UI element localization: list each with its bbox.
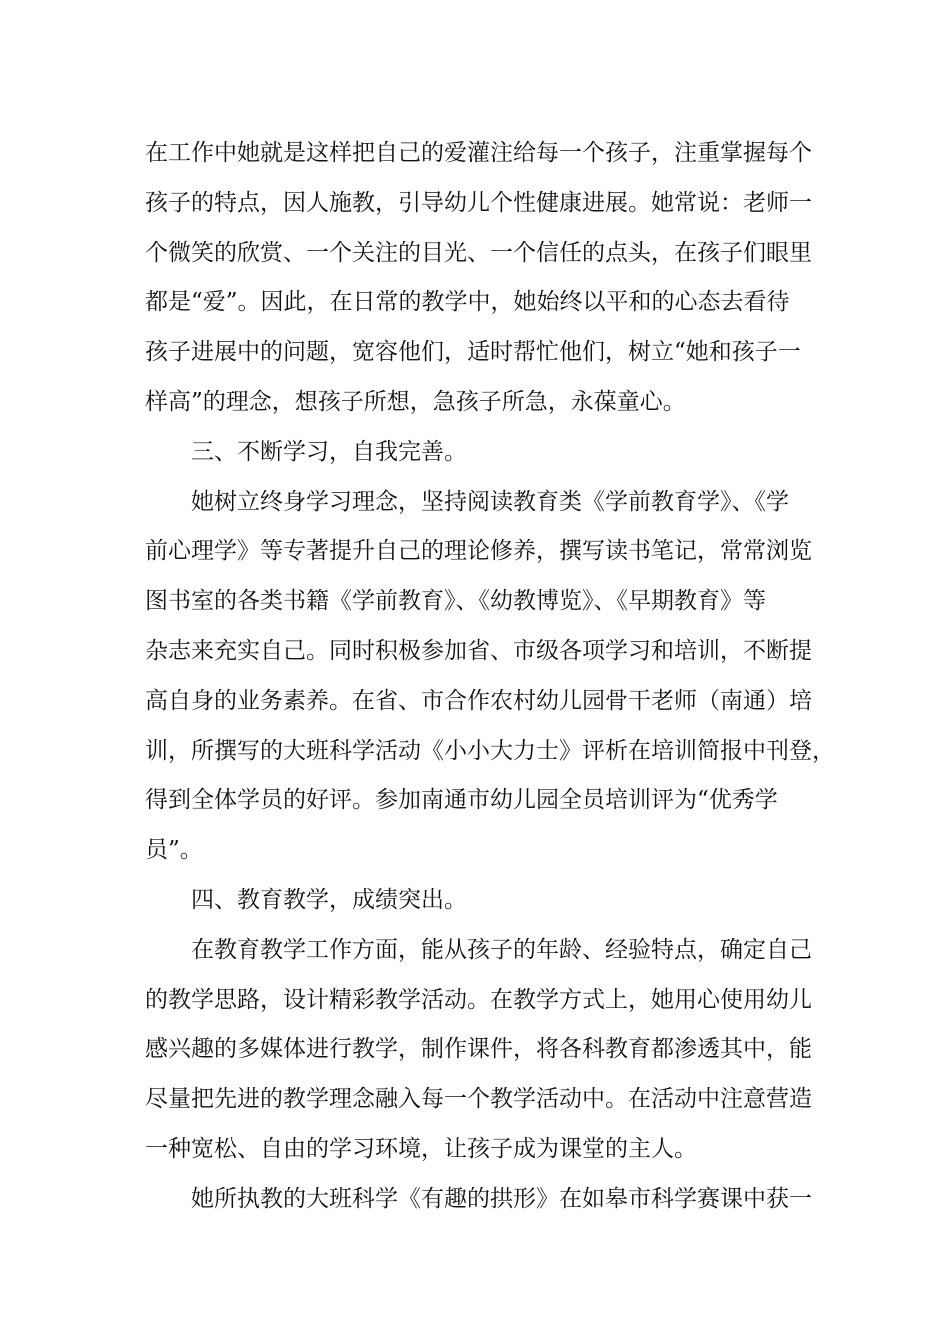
section-heading: 三、不断学习，自我完善。 (191, 438, 467, 465)
text-line: 在工作中她就是这样把自己的爱灌注给每一个孩子，注重掌握每个 (145, 140, 812, 166)
text-line: 她树立终身学习理念，坚持阅读教育类《学前教育学》、《学 (191, 488, 789, 515)
text-line: 个微笑的欣赏、一个关注的目光、一个信任的点头，在孩子们眼里 (145, 239, 812, 266)
document-body (145, 129, 835, 1225)
text-line: 感兴趣的多媒体进行教学，制作课件，将各科教育都渗透其中，能 (145, 1036, 812, 1063)
text-line: 孩子进展中的问题，宽容他们，适时帮忙他们，树立“她和孩子一 (145, 339, 801, 366)
text-line: 高自身的业务素养。在省、市合作农村幼儿园骨干老师（南通）培 (145, 687, 812, 714)
text-line: 前心理学》等专著提升自己的理论修养，撰写读书笔记，常常浏览 (145, 538, 812, 565)
text-line: 训，所撰写的大班科学活动《小小大力士》评析在培训简报中刊登， (145, 737, 835, 764)
text-line: 得到全体学员的好评。参加南通市幼儿园全员培训评为“优秀学 (145, 787, 778, 814)
text-line: 她所执教的大班科学《有趣的拱形》在如皋市科学赛课中获一 (191, 1185, 812, 1212)
text-line: 在教育教学工作方面，能从孩子的年龄、经验特点，确定自己 (191, 936, 812, 963)
text-line: 员”。 (145, 837, 203, 864)
text-line: 孩子的特点，因人施教，引导幼儿个性健康进展。她常说：老师一 (145, 189, 812, 216)
text-line: 的教学思路，设计精彩教学活动。在教学方式上，她用心使用幼儿 (145, 986, 812, 1013)
text-line: 都是“爱”。因此，在日常的教学中，她始终以平和的心态去看待 (145, 289, 790, 316)
text-line: 一种宽松、自由的学习环境，让孩子成为课堂的主人。 (145, 1135, 697, 1162)
section-heading: 四、教育教学，成绩突出。 (191, 886, 467, 913)
text-line: 图书室的各类书籍《学前教育》、《幼教博览》、《早期教育》等 (145, 588, 766, 615)
text-line: 尽量把先进的教学理念融入每一个教学活动中。在活动中注意营造 (145, 1086, 812, 1113)
text-line: 杂志来充实自己。同时积极参加省、市级各项学习和培训，不断提 (145, 637, 812, 664)
text-line: 样高”的理念，想孩子所想，急孩子所急，永葆童心。 (145, 388, 686, 415)
